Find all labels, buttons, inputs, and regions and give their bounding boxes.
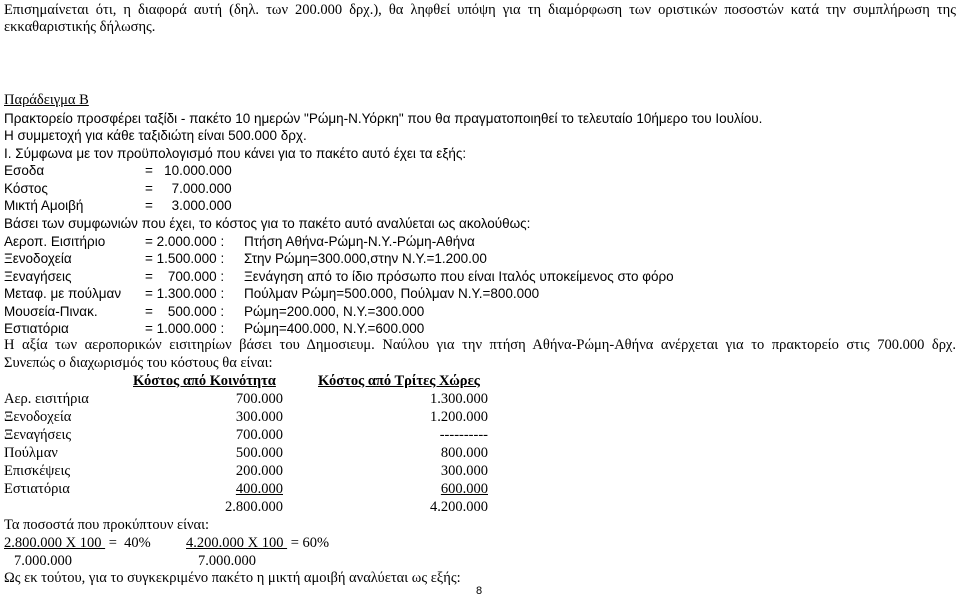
table-row <box>0 391 960 408</box>
row-third-value: 600.000 <box>440 481 488 497</box>
breakdown-note: Ρώμη=200.000, Ν.Υ.=300.000 <box>244 304 425 319</box>
row-eu-value: 700.000 <box>235 391 283 407</box>
table-header <box>0 373 960 390</box>
row-eu-value: 700.000 <box>235 427 283 443</box>
row-eu-value: 300.000 <box>235 409 283 425</box>
budget-row <box>0 162 960 179</box>
row-third-value: 800.000 <box>440 445 488 461</box>
percent-third-result: = 60% <box>287 535 330 551</box>
page-number: 8 <box>476 585 483 597</box>
airfare-note: Η αξία των αεροπορικών εισιτηρίων βάσει του Δημοσιευμ. Ναύλου για την πτήση Αθήνα-Ρώμη-Αθήνα ανέρχεται για το πρακτορείο στις 700.000 δρχ. <box>4 337 956 353</box>
breakdown-row <box>0 250 960 267</box>
breakdown-label: Μουσεία-Πινακ. <box>4 304 98 319</box>
header-third: Κόστος από Τρίτες Χώρες <box>318 373 480 389</box>
percent-eu <box>4 535 151 552</box>
table-row <box>0 409 960 426</box>
row-label: Πούλμαν <box>4 445 58 461</box>
row-label: Ξεναγήσεις <box>4 427 72 443</box>
intro-line-2: εκκαθαριστικής δήλωσης. <box>4 19 156 35</box>
total-third: 4.200.000 <box>430 499 488 515</box>
breakdown-row <box>0 233 960 250</box>
breakdown-value: = 2.000.000 : <box>145 234 225 249</box>
breakdown-value: = 1.300.000 : <box>145 286 225 301</box>
breakdown-label: Αεροπ. Εισιτήριο <box>4 234 106 249</box>
breakdown-intro: Βάσει των συμφωνιών που έχει, το κόστος για το πακέτο αυτό αναλύεται ως ακολούθως: <box>4 216 531 231</box>
breakdown-row <box>0 320 960 337</box>
closing-line: Ως εκ τούτου, για το συγκεκριμένο πακέτο η μικτή αμοιβή αναλύεται ως εξής: <box>4 570 461 586</box>
budget-value: = 3.000.000 <box>145 198 232 213</box>
breakdown-row <box>0 303 960 320</box>
breakdown-note: Στην Ρώμη=300.000,στην Ν.Υ.=1.200.00 <box>244 251 487 266</box>
row-third-value: 1.200.000 <box>430 409 488 425</box>
row-eu-value: 500.000 <box>235 445 283 461</box>
example-line-1: Πρακτορείο προσφέρει ταξίδι - πακέτο 10 ημερών "Ρώμη-Ν.Υόρκη" που θα πραγματοποιηθεί το τελευταίο 10ήμερο του Ιουλίου. <box>4 111 763 126</box>
table-total-row <box>0 499 960 516</box>
budget-value: = 7.000.000 <box>145 181 232 196</box>
example-title: Παράδειγμα Β <box>4 92 89 108</box>
breakdown-row <box>0 285 960 302</box>
percent-eu-denominator: 7.000.000 <box>14 553 72 569</box>
row-label: Ξενοδοχεία <box>4 409 72 425</box>
table-row <box>0 481 960 498</box>
intro-line-1: Επισημαίνεται ότι, η διαφορά αυτή (δηλ. των 200.000 δρχ.), θα ληφθεί υπόψη για τη διαμόρφωση των οριστικών ποσοστών κατά την συμπλήρωση της <box>4 2 956 18</box>
breakdown-note: Ρώμη=400.000, Ν.Υ.=600.000 <box>244 321 425 336</box>
percent-row <box>0 535 960 552</box>
breakdown-label: Μεταφ. με πούλμαν <box>4 286 122 301</box>
breakdown-row <box>0 268 960 285</box>
breakdown-note: Πούλμαν Ρώμη=500.000, Πούλμαν Ν.Υ.=800.000 <box>244 286 540 301</box>
percent-eu-expr: 2.800.000 Χ 100 <box>4 535 106 551</box>
example-line-2: Η συμμετοχή για κάθε ταξιδιώτη είναι 500.000 δρχ. <box>4 128 307 143</box>
percent-third-denominator: 7.000.000 <box>198 553 256 569</box>
breakdown-value: = 500.000 : <box>145 304 225 319</box>
row-label: Επισκέψεις <box>4 463 71 479</box>
example-line-3: Ι. Σύμφωνα με τον προϋπολογισμό που κάνει για το πακέτο αυτό έχει τα εξής: <box>4 146 467 161</box>
budget-row <box>0 197 960 214</box>
breakdown-note: Ξενάγηση από το ίδιο πρόσωπο που είναι Ιταλός υποκείμενος στο φόρο <box>244 269 674 284</box>
breakdown-value: = 1.000.000 : <box>145 321 225 336</box>
allocation-intro: Συνεπώς ο διαχωρισμός του κόστους θα είναι: <box>4 355 273 371</box>
percent-eu-result: = 40% <box>105 535 151 551</box>
row-eu-value: 400.000 <box>235 481 283 497</box>
breakdown-label: Ξενοδοχεία <box>4 251 72 266</box>
percent-third <box>186 535 329 552</box>
table-row <box>0 427 960 444</box>
row-third-value: 1.300.000 <box>430 391 488 407</box>
row-third-value: 300.000 <box>440 463 488 479</box>
header-eu: Κόστος από Κοινότητα <box>133 373 276 389</box>
row-eu-value: 200.000 <box>235 463 283 479</box>
percent-denominator-row <box>0 553 960 570</box>
budget-label: Μικτή Αμοιβή <box>4 198 84 213</box>
table-row <box>0 445 960 462</box>
breakdown-value: = 700.000 : <box>145 269 225 284</box>
budget-label: Κόστος <box>4 181 48 196</box>
breakdown-label: Εστιατόρια <box>4 321 69 336</box>
percent-third-expr: 4.200.000 Χ 100 <box>186 535 288 551</box>
budget-row <box>0 180 960 197</box>
breakdown-label: Ξεναγήσεις <box>4 269 72 284</box>
breakdown-value: = 1.500.000 : <box>145 251 225 266</box>
breakdown-note: Πτήση Αθήνα-Ρώμη-Ν.Υ.-Ρώμη-Αθήνα <box>244 234 475 249</box>
row-third-value: ---------- <box>439 427 488 443</box>
budget-label: Εσοδα <box>4 163 45 178</box>
total-eu: 2.800.000 <box>225 499 283 515</box>
row-label: Αερ. εισιτήρια <box>4 391 89 407</box>
budget-value: = 10.000.000 <box>145 163 232 178</box>
row-label: Εστιατόρια <box>4 481 70 497</box>
percent-intro: Τα ποσοστά που προκύπτουν είναι: <box>4 517 210 533</box>
table-row <box>0 463 960 480</box>
